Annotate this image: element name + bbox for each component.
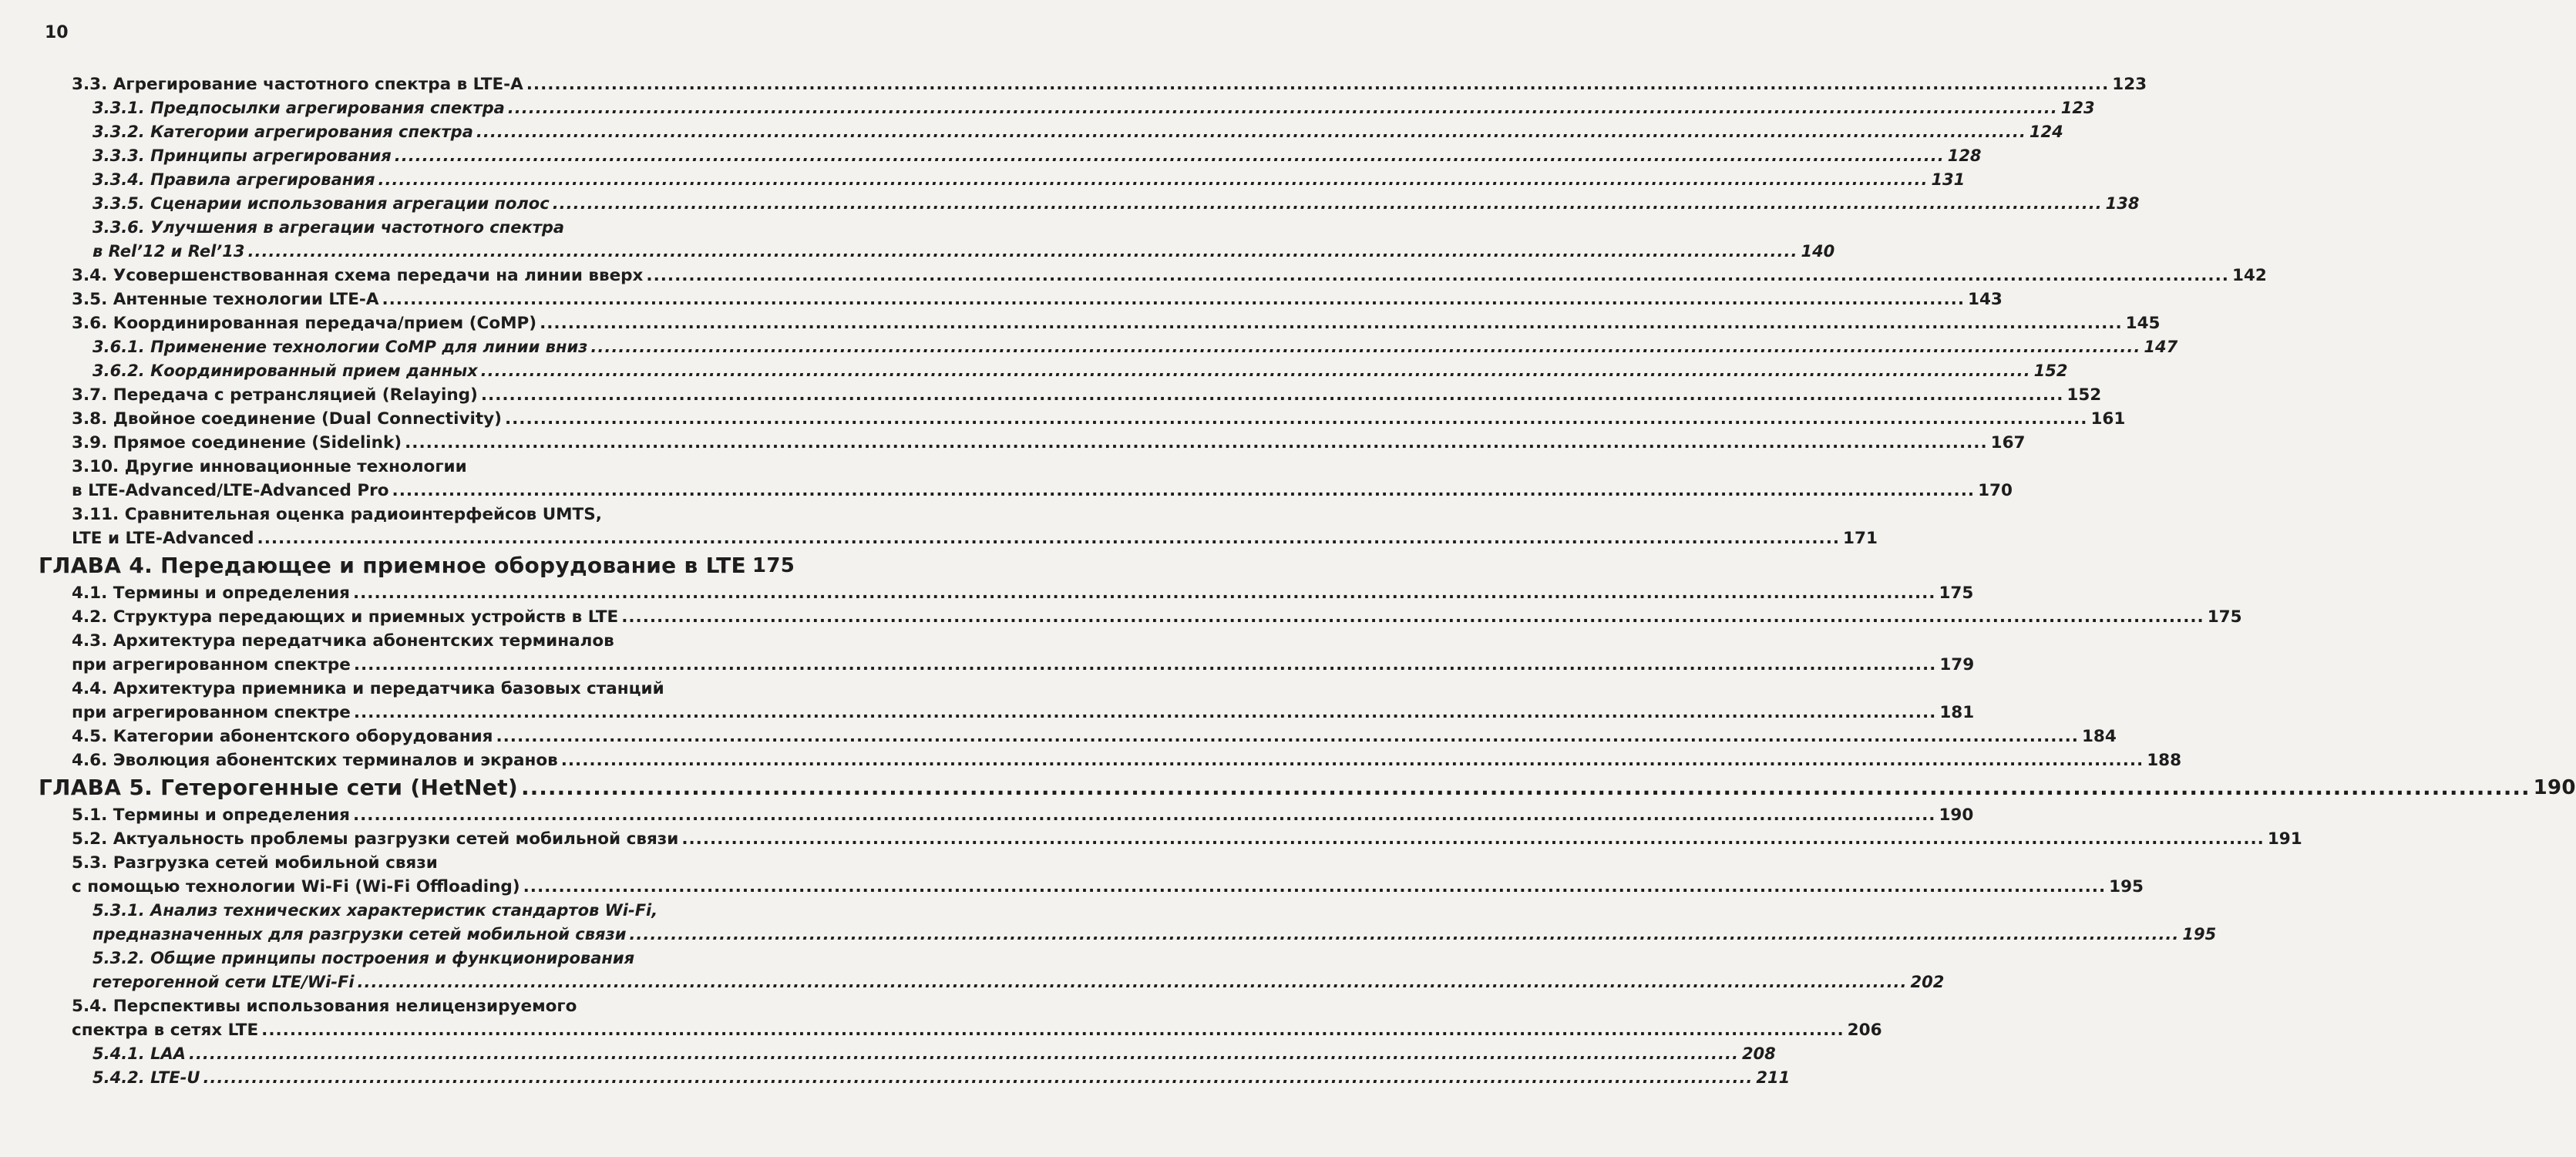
toc-leader-dots — [353, 581, 1936, 605]
toc-entry — [0, 581, 1974, 605]
toc-entry — [0, 803, 1974, 827]
toc-leader-dots — [354, 701, 1937, 725]
toc-line — [0, 216, 761, 240]
toc-line — [0, 629, 761, 653]
toc-entry-title: 3.4. Усовершенствованная схема передачи на линии вверх — [72, 266, 644, 285]
toc-line — [0, 725, 2117, 748]
toc-leader-dots — [481, 359, 2031, 383]
toc-entry — [0, 407, 2126, 431]
toc-entry — [0, 899, 2217, 947]
toc-entry-title: 5.4. Перспективы использования нелицензируемого — [72, 997, 577, 1016]
toc-entry-title: LTE и LTE-Advanced — [72, 529, 254, 548]
toc-line — [0, 192, 2140, 216]
toc-page-number: 184 — [2081, 727, 2117, 746]
toc-entry-title: 3.6. Координированная передача/прием (CoMP) — [72, 314, 537, 333]
toc-entry-title: с помощью технологии Wi-Fi (Wi-Fi Offloading) — [72, 877, 520, 896]
toc-line — [0, 851, 761, 875]
toc-entry-title: 3.3.5. Сценарии использования агрегации полос — [92, 194, 550, 213]
toc-line — [0, 479, 2013, 503]
toc-page-number: 170 — [1978, 481, 2013, 500]
toc-entry-title: при агрегированном спектре — [72, 703, 351, 722]
toc-leader-dots — [681, 827, 2265, 851]
toc-entry-title: 3.3. Агрегирование частотного спектра в LTE-A — [72, 75, 523, 94]
toc-line — [0, 970, 1945, 994]
toc-line — [0, 1066, 1791, 1090]
toc-entry — [0, 677, 1975, 725]
toc-line — [0, 335, 2178, 359]
toc-leader-dots — [353, 803, 1936, 827]
toc-entry-title: в Rel’12 и Rel’13 — [92, 242, 245, 261]
toc-entry — [0, 311, 2161, 335]
toc-line — [0, 264, 2267, 288]
toc-chapter-entry — [0, 550, 795, 581]
toc-entry-title: при агрегированном спектре — [72, 655, 351, 674]
toc-entry — [0, 72, 2147, 96]
toc-leader-dots — [561, 748, 2144, 772]
toc-page-number: 179 — [1939, 655, 1975, 674]
toc-page-number: 208 — [1741, 1044, 1776, 1063]
toc-line — [0, 144, 1982, 168]
toc-page-number: 123 — [2060, 99, 2095, 117]
toc-entry-title: 3.3.2. Категории агрегирования спектра — [92, 123, 473, 141]
toc-leader-dots — [189, 1042, 1739, 1066]
toc-entry-title: 3.6.1. Применение технологии CoMP для линии вниз — [92, 338, 588, 356]
toc-line — [0, 455, 761, 479]
toc-page-number: 175 — [2207, 607, 2242, 627]
toc-line — [0, 653, 1975, 677]
toc-leader-dots — [257, 526, 1841, 550]
toc-leader-dots — [505, 407, 2088, 431]
toc-entry-title: 5.4.1. LAA — [92, 1044, 186, 1063]
toc-entry-title: 3.11. Сравнительная оценка радиоинтерфейсов UMTS, — [72, 505, 602, 524]
toc-page-number: 211 — [1756, 1068, 1791, 1087]
toc-entry — [0, 144, 1982, 168]
toc-entry — [0, 96, 2095, 120]
toc-line — [0, 359, 2068, 383]
toc-leader-dots — [405, 431, 1988, 455]
toc-entry-title: 5.3.1. Анализ технических характеристик стандартов Wi-Fi, — [92, 901, 658, 920]
toc-page-number: 188 — [2147, 751, 2182, 770]
toc-page-number: 147 — [2144, 338, 2178, 356]
toc-entry — [0, 192, 2140, 216]
toc-leader-dots — [476, 120, 2026, 144]
toc-entry-title: 3.8. Двойное соединение (Dual Connectivity) — [72, 409, 502, 429]
toc-leader-dots — [382, 288, 1965, 311]
toc-entry-title: 5.3.2. Общие принципы построения и функционирования — [92, 949, 635, 967]
toc-line — [0, 748, 2182, 772]
toc-leader-dots — [646, 264, 2229, 288]
toc-entry — [0, 120, 2063, 144]
toc-page-number: 195 — [2109, 877, 2144, 896]
toc-line — [0, 240, 1835, 264]
toc-line — [0, 120, 2063, 144]
toc-line — [0, 383, 2102, 407]
toc-entry-title: 5.2. Актуальность проблемы разгрузки сетей мобильной связи — [72, 829, 679, 849]
toc-entry — [0, 216, 1835, 264]
toc-entry — [0, 827, 2302, 851]
toc-line — [0, 1042, 1776, 1066]
toc-line — [0, 1018, 1882, 1042]
toc-entry-title: предназначенных для разгрузки сетей мобильной связи — [92, 925, 627, 943]
toc-entry-title: 3.5. Антенные технологии LTE-A — [72, 290, 379, 309]
toc-entry-title: 4.5. Категории абонентского оборудования — [72, 727, 493, 746]
toc-leader-dots — [621, 605, 2204, 629]
toc-line — [0, 503, 761, 526]
toc-leader-dots — [203, 1066, 1753, 1090]
toc-leader-dots — [521, 772, 2531, 803]
toc-leader-dots — [247, 240, 1797, 264]
toc-entry-title: 4.2. Структура передающих и приемных устройств в LTE — [72, 607, 619, 627]
toc-page-number: 124 — [2029, 123, 2063, 141]
toc-line — [0, 550, 795, 581]
toc-entry-title: 5.3. Разгрузка сетей мобильной связи — [72, 853, 438, 873]
toc-entry — [0, 168, 1966, 192]
toc-entry — [0, 994, 1882, 1042]
toc-line — [0, 431, 2026, 455]
toc-page-number: 131 — [1931, 170, 1966, 189]
toc-line — [0, 827, 2302, 851]
toc-page-number: 191 — [2267, 829, 2302, 849]
toc-entry — [0, 851, 2144, 899]
toc-leader-dots — [508, 96, 2058, 120]
toc-entry-title: 3.3.3. Принципы агрегирования — [92, 146, 392, 165]
toc-entry-title: 4.4. Архитектура приемника и передатчика базовых станций — [72, 679, 664, 698]
toc-page-number: 181 — [1939, 703, 1975, 722]
toc-entry — [0, 1066, 1791, 1090]
toc-entry-title: 3.7. Передача с ретрансляцией (Relaying) — [72, 385, 478, 405]
toc-leader-dots — [553, 192, 2103, 216]
toc-page-number: 123 — [2112, 75, 2147, 94]
toc-entry-title: гетерогенной сети LTE/Wi-Fi — [92, 973, 355, 991]
toc-line — [0, 994, 761, 1018]
toc-page-number: 161 — [2090, 409, 2126, 429]
toc-entry-title: спектра в сетях LTE — [72, 1021, 259, 1040]
toc-page-number: 138 — [2105, 194, 2140, 213]
toc-line — [0, 96, 2095, 120]
toc-entry — [0, 431, 2026, 455]
toc-entry — [0, 1042, 1776, 1066]
toc-entry — [0, 725, 2117, 748]
toc-page-number: 143 — [1967, 290, 2003, 309]
toc-page-number: 152 — [2033, 362, 2068, 380]
toc-entry-title: 5.1. Термины и определения — [72, 806, 350, 825]
toc-page-number: 206 — [1847, 1021, 1882, 1040]
toc-page-number: 202 — [1910, 973, 1945, 991]
toc-chapter-entry — [0, 772, 2576, 803]
toc-page-number: 190 — [1939, 806, 1974, 825]
toc-line — [0, 72, 2147, 96]
toc-entry-title: 4.1. Термины и определения — [72, 584, 350, 603]
toc-entry-title: в LTE-Advanced/LTE-Advanced Pro — [72, 481, 389, 500]
toc-entry-title: 3.3.6. Улучшения в агрегации частотного спектра — [92, 218, 565, 237]
toc-line — [0, 288, 2003, 311]
toc-entry-title: 3.3.1. Предпосылки агрегирования спектра — [92, 99, 505, 117]
toc-leader-dots — [392, 479, 1976, 503]
toc-entry-title: ГЛАВА 4. Передающее и приемное оборудование в LTE — [39, 553, 746, 578]
toc-entry — [0, 335, 2178, 359]
toc-entry — [0, 359, 2068, 383]
toc-entry-title: 3.9. Прямое соединение (Sidelink) — [72, 433, 402, 452]
toc-leader-dots — [540, 311, 2123, 335]
toc-page-number: 175 — [752, 554, 795, 577]
toc-entry — [0, 288, 2003, 311]
toc-leader-dots — [590, 335, 2141, 359]
toc-line — [0, 875, 2144, 899]
toc-entry — [0, 605, 2242, 629]
toc-leader-dots — [523, 875, 2107, 899]
page-number: 10 — [45, 23, 69, 42]
toc-entry-title: 3.10. Другие инновационные технологии — [72, 457, 467, 476]
toc-entry — [0, 947, 1945, 994]
toc-entry — [0, 455, 2013, 503]
toc-entry-title: 3.3.4. Правила агрегирования — [92, 170, 375, 189]
toc-page-number: 171 — [1843, 529, 1878, 548]
toc-line — [0, 947, 761, 970]
toc-line — [0, 772, 2576, 803]
toc-leader-dots — [358, 970, 1908, 994]
toc-leader-dots — [496, 725, 2079, 748]
toc-line — [0, 526, 1878, 550]
toc-line — [0, 605, 2242, 629]
toc-entry-title: 3.6.2. Координированный прием данных — [92, 362, 478, 380]
toc-line — [0, 168, 1966, 192]
toc-entry — [0, 503, 1878, 550]
toc-entry — [0, 383, 2102, 407]
toc-entry-title: 4.6. Эволюция абонентских терминалов и экранов — [72, 751, 558, 770]
toc-entry-title: 4.3. Архитектура передатчика абонентских терминалов — [72, 631, 614, 651]
toc-entry-title: 5.4.2. LTE-U — [92, 1068, 200, 1087]
toc-entry — [0, 629, 1975, 677]
toc-page-number: 167 — [1990, 433, 2026, 452]
toc-page-number: 142 — [2231, 266, 2267, 285]
toc-line — [0, 677, 761, 701]
toc-page-number: 128 — [1947, 146, 1982, 165]
toc-page-number: 145 — [2125, 314, 2161, 333]
toc-line — [0, 923, 2217, 947]
toc-entry — [0, 748, 2182, 772]
toc-page-number: 175 — [1939, 584, 1974, 603]
toc-page-number: 190 — [2533, 776, 2576, 799]
toc-entry-title: ГЛАВА 5. Гетерогенные сети (HetNet) — [39, 775, 518, 800]
toc-leader-dots — [526, 72, 2110, 96]
toc-leader-dots — [395, 144, 1945, 168]
toc-line — [0, 581, 1974, 605]
toc-line — [0, 311, 2161, 335]
toc-leader-dots — [481, 383, 2064, 407]
toc-page-number: 195 — [2182, 925, 2217, 943]
table-of-contents — [0, 72, 2576, 1090]
toc-leader-dots — [261, 1018, 1845, 1042]
toc-line — [0, 407, 2126, 431]
toc-page-number: 140 — [1801, 242, 1835, 261]
toc-leader-dots — [354, 653, 1937, 677]
toc-entry — [0, 264, 2267, 288]
toc-leader-dots — [378, 168, 1928, 192]
toc-leader-dots — [629, 923, 2179, 947]
toc-line — [0, 899, 761, 923]
toc-line — [0, 701, 1975, 725]
toc-line — [0, 803, 1974, 827]
toc-page-number: 152 — [2067, 385, 2102, 405]
